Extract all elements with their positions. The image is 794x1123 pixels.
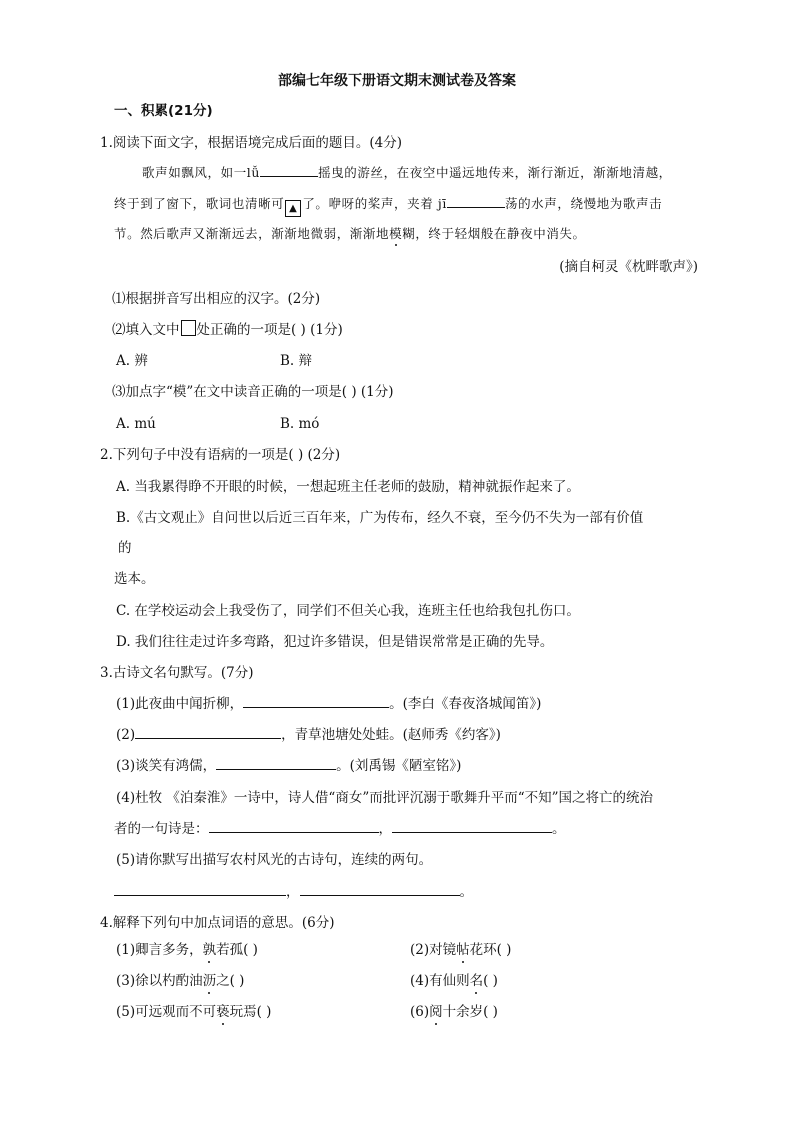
passage-line-2: 终于到了窗下，歌词也清晰可 ▲ 了。咿呀的桨声，夹着 jī 荡的水声，绕慢地为歌声击 <box>114 195 662 217</box>
passage-line-1: 歌声如飘风，如一lǚ 摇曳的游丝，在夜空中遥远地传来，渐行渐近，渐渐地清越， <box>142 165 672 180</box>
question-3-sub-2: (2) ，青草池塘处处蛙。(赵师秀《约客》) <box>116 727 501 743</box>
question-3-sub-5: (5)请你默写出描写农村风光的古诗句，连续的两句。 <box>116 852 433 868</box>
answer-blank <box>447 195 505 208</box>
answer-blank <box>135 726 281 739</box>
question-4-item-4: (4)有仙则名( ) <box>410 973 498 989</box>
question-3-sub-4-continued: 者的一句诗是： ， 。 <box>114 821 566 837</box>
option-b-continued: 选本。 <box>114 571 155 587</box>
question-4-item-6: (6)阅十余岁( ) <box>410 1004 498 1020</box>
option-b: B.《古文观止》自问世以后近三百年来，广为传布，经久不衰，至今仍不失为一部有价值 <box>116 510 644 526</box>
question-4-item-1: (1)卿言多务，孰若孤( ) <box>116 942 258 958</box>
passage-line-3: 节。然后歌声又渐渐远去，渐渐地微弱，渐渐地模糊，终于轻烟般在静夜中消失。 <box>114 226 586 241</box>
dotted-character: 亵 <box>216 1004 230 1020</box>
option-b: B. mó <box>280 416 320 432</box>
dotted-character: 沥 <box>202 973 217 989</box>
question-3-sub-3: (3)谈笑有鸿儒， 。(刘禹锡《陋室铭》) <box>116 758 462 774</box>
answer-blank <box>300 883 460 896</box>
question-1-sub-2: ⑵填入文中 处正确的一项是( ) (1分) <box>112 322 343 338</box>
answer-blank <box>392 820 552 833</box>
question-3-sub-5-answer: ， 。 <box>114 883 473 901</box>
option-a: A. mú <box>116 416 156 432</box>
answer-blank <box>114 883 286 896</box>
empty-box-icon <box>181 320 196 336</box>
option-c: C. 在学校运动会上我受伤了，同学们不但关心我，连班主任也给我包扎伤口。 <box>116 603 580 619</box>
question-4-stem: 4.解释下列句中加点词语的意思。(6分) <box>100 915 335 931</box>
option-a: A. 当我累得睁不开眼的时候，一想起班主任老师的鼓励，精神就振作起来了。 <box>116 479 580 495</box>
answer-blank <box>243 695 389 708</box>
passage-source: (摘自柯灵《枕畔歌声》) <box>559 259 698 275</box>
answer-blank <box>209 820 379 833</box>
question-3-stem: 3.古诗文名句默写。(7分) <box>100 665 254 681</box>
answer-blank <box>260 164 318 177</box>
option-b: B. 辩 <box>280 353 313 369</box>
dotted-character: 模 <box>389 226 403 241</box>
question-3-sub-1: (1)此夜曲中闻折柳， 。(李白《春夜洛城闻笛》) <box>116 696 542 712</box>
section-heading: 一、积累(21分) <box>114 103 213 119</box>
question-1-sub-3: ⑶加点字“模”在文中读音正确的一项是( ) (1分) <box>112 384 394 400</box>
question-4-item-2: (2)对镜帖花环( ) <box>410 942 512 958</box>
option-a: A. 辨 <box>116 353 148 369</box>
question-3-sub-4: (4)杜牧 《泊秦淮》一诗中，诗人借“商女”而批评沉溺于歌舞升平而“不知”国之将亡的统治 <box>116 790 654 806</box>
triangle-marker-icon: ▲ <box>285 200 301 217</box>
dotted-character: 帖 <box>456 942 470 958</box>
answer-blank <box>216 757 336 770</box>
dotted-character: 名 <box>469 973 484 989</box>
question-1-stem: 1.阅读下面文字，根据语境完成后面的题目。(4分) <box>100 135 403 151</box>
page-title: 部编七年级下册语文期末测试卷及答案 <box>278 73 516 89</box>
option-b-continued: 的 <box>118 540 132 556</box>
option-d: D. 我们往往走过许多弯路，犯过许多错误，但是错误常常是正确的先导。 <box>116 634 554 650</box>
question-4-item-3: (3)徐以杓酌油沥之( ) <box>116 973 245 989</box>
dotted-character: 阅 <box>429 1004 443 1020</box>
question-2-stem: 2.下列句子中没有语病的一项是( ) (2分) <box>100 447 341 463</box>
dotted-character: 孰 <box>202 942 217 958</box>
question-1-sub-1: ⑴根据拼音写出相应的汉字。(2分) <box>112 291 321 307</box>
question-4-item-5: (5)可远观而不可亵玩焉( ) <box>116 1004 272 1020</box>
